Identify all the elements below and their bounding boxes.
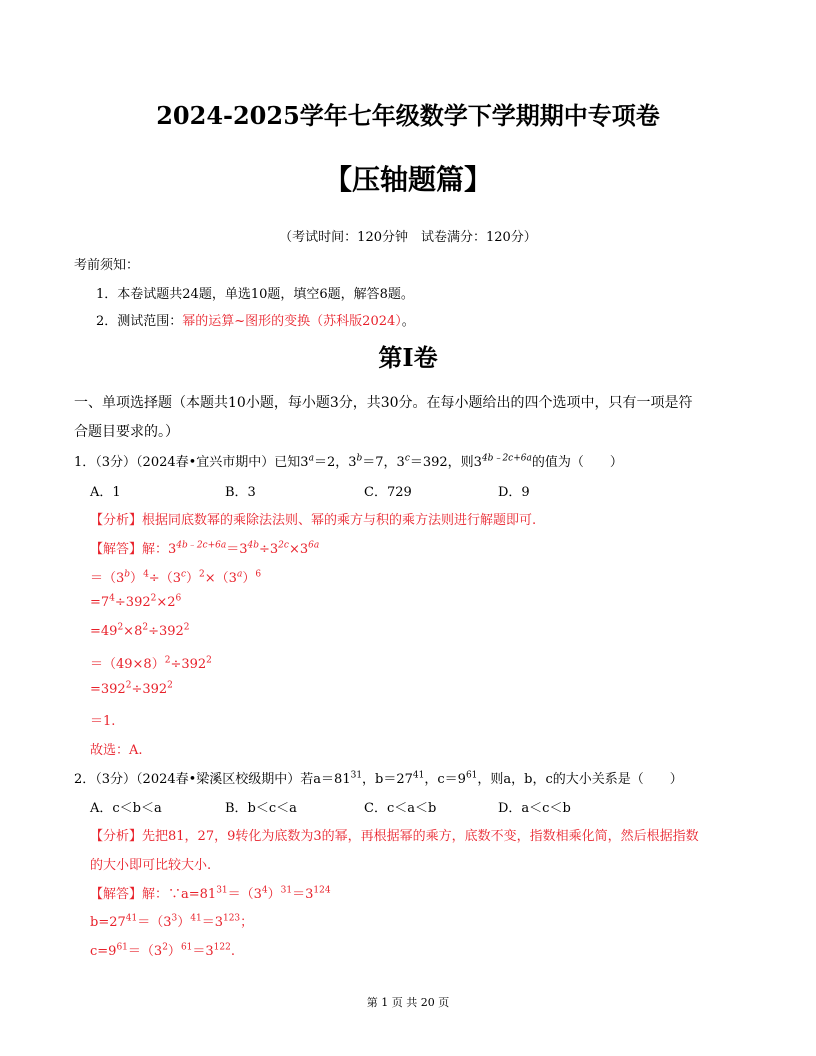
question-1-solution-line-6: $=392^2\div 392^2$ [90,680,173,697]
question-1-option-d: D．9 [498,485,530,500]
question-1-option-c: C．729 [364,485,412,500]
test-range: 幂的运算~图形的变换（苏科版2024） [182,314,402,329]
question-1-solution-line-7: ＝1. [90,714,116,729]
page-footer: 第 1 页 共 20 页 [366,996,450,1009]
question-2-solution-line-2: $b=27^{41}=(3^3)^{41}=3^{123}$； [90,913,254,930]
paper-subtitle: 【压轴题篇】 [323,163,492,196]
question-1-solution-line-1: 【解答】解：$3^{4b﹣2c+6a}=3^{4b}\div 3^{2c}\times 3^{6a}$ [90,540,320,557]
notice-item-1: 1．本卷试题共24题，单选10题，填空6题，解答8题。 [96,287,414,302]
question-2-stem: 2．（3分）（2024春•梁溪区校级期中）若$a=81^{31}$，$b=27^{41}$，$c=9^{61}$，则a，b，c的大小关系是（ ） [74,770,683,787]
notice-item-2: 2．测试范围：幂的运算~图形的变换（苏科版2024）。 [96,314,415,329]
question-2-option-a: A．c＜b＜a [90,801,162,816]
exam-info: （考试时间：120分钟 试卷满分：120分） [279,230,537,245]
question-1-analysis: 【分析】根据同底数幂的乘除法法则、幂的乘方与积的乘方法则进行解题即可. [90,513,537,528]
question-2-solution-line-1: 【解答】解：$\because a=81^{31}=(3^4)^{31}=3^{124}$ [90,885,331,902]
section-heading-line-2: 合题目要求的。） [74,424,179,440]
question-1-option-b: B．3 [225,485,256,500]
section-heading-line-1: 一、单项选择题（本题共10小题，每小题3分，共30分。在每小题给出的四个选项中，只有一项是符 [74,395,693,411]
paper-title: 2024-2025学年七年级数学下学期期中专项卷 [156,101,660,130]
question-2-analysis-line-1: 【分析】先把81，27，9转化为底数为3的幂，再根据幂的乘方，底数不变，指数相乘化简，然后根据指数 [90,829,699,844]
question-1-solution-line-5: $=(49\times 8)^2\div 392^2$ [90,655,212,672]
question-1-solution-line-3: $=7^4\div 392^2\times 2^6$ [90,593,182,610]
question-1-solution-line-4: $=49^2\times 8^2\div 392^2$ [90,622,190,639]
notice-heading: 考前须知： [74,258,140,273]
question-2-option-c: C．c＜a＜b [364,801,437,816]
question-2-option-d: D．a＜c＜b [498,801,571,816]
question-1-option-a: A．1 [90,485,121,500]
volume-heading: 第Ⅰ卷 [378,343,438,372]
question-2-solution-line-3: $c=9^{61}=(3^2)^{61}=3^{122}$. [90,942,235,959]
question-1-stem: 1．（3分）（2024春•宜兴市期中）已知$3^a=2$，$3^b=7$，$3^c=392$，则$3^{4b﹣2c+6a}$的值为（ ） [74,453,623,470]
question-2-option-b: B．b＜c＜a [225,801,297,816]
question-1-answer: 故选：A. [90,743,143,758]
question-2-analysis-line-2: 的大小即可比较大小. [90,858,212,873]
question-1-solution-line-2: $=(3^b)^4\div(3^c)^2\times(3^a)^6$ [90,569,262,586]
